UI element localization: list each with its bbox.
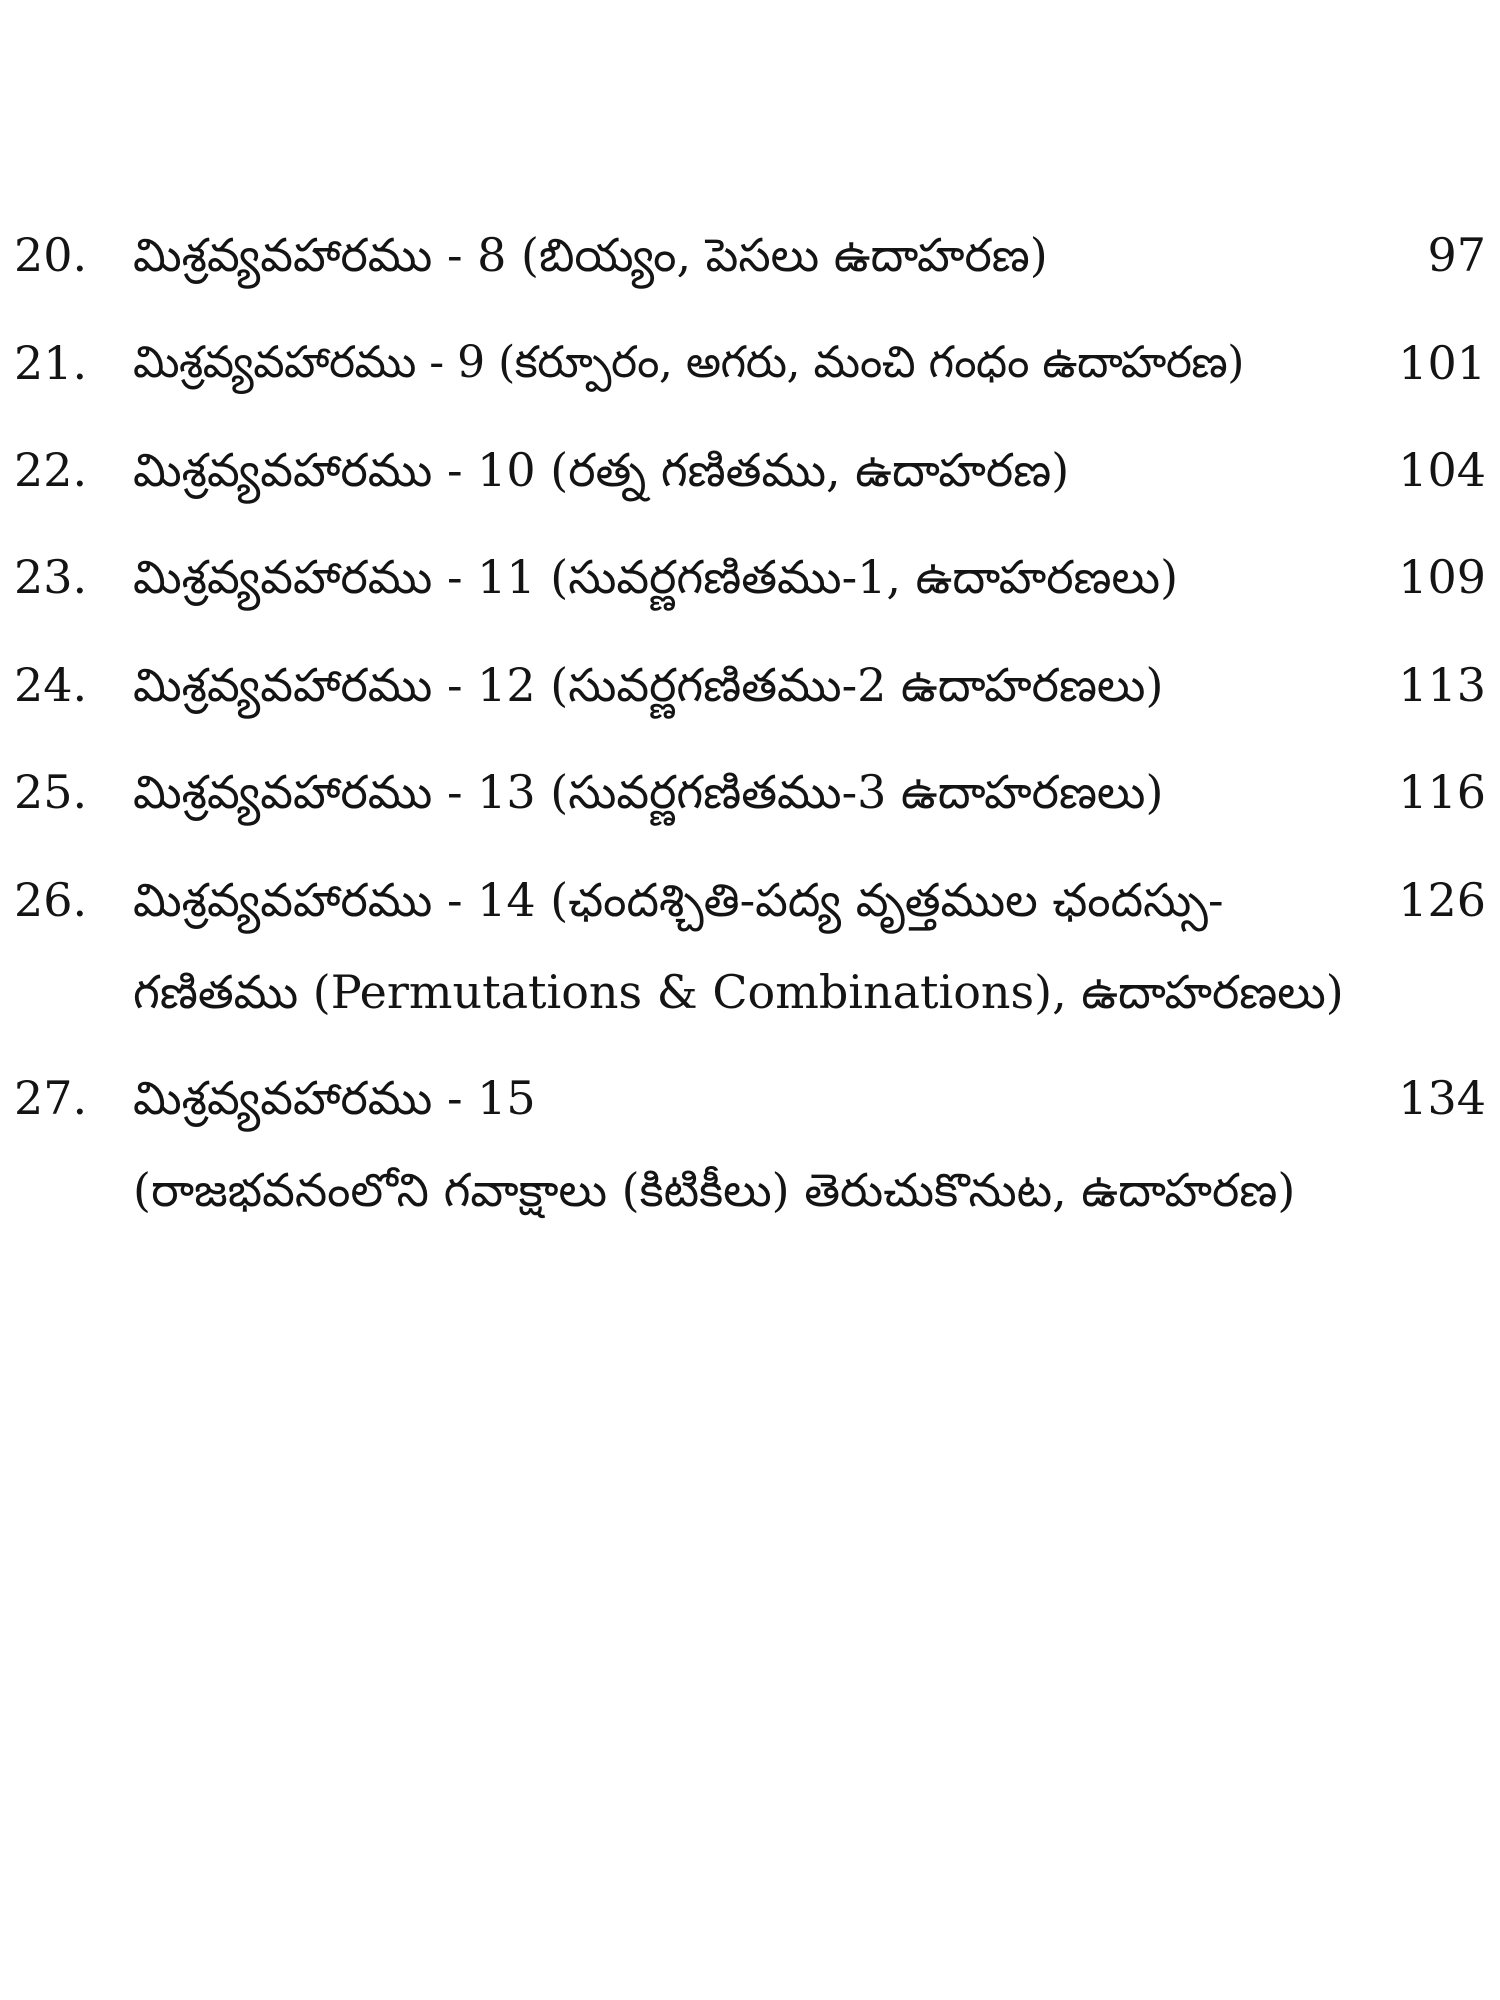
entry-page-number: 104 (1398, 443, 1486, 497)
entry-page-number: 134 (1398, 1071, 1486, 1125)
entry-title: మిశ్రవ్యవహారము - 11 (సువర్ణగణితము-1, ఉదాహరణలు) (133, 550, 1179, 604)
entry-number: 20. (14, 228, 88, 282)
toc-entry-25 (0, 747, 1500, 837)
toc-entry-22 (0, 425, 1500, 515)
entry-number: 23. (14, 550, 88, 604)
entry-page-number: 126 (1398, 873, 1486, 927)
toc-entry-21 (0, 318, 1500, 408)
entry-number: 24. (14, 658, 88, 712)
toc-entry-23 (0, 532, 1500, 622)
entry-title: మిశ్రవ్యవహారము - 8 (బియ్యం, పెసలు ఉదాహరణ) (133, 228, 1048, 282)
toc-entry-27 (0, 1053, 1500, 1238)
entry-page-number: 116 (1398, 765, 1486, 819)
toc-entry-20 (0, 210, 1500, 300)
toc-entry-26 (0, 855, 1500, 1040)
toc-entry-24 (0, 640, 1500, 730)
entry-page-number: 97 (1427, 228, 1486, 282)
entry-title: మిశ్రవ్యవహారము - 14 (ఛందశ్చితి-పద్య వృత్తముల ఛందస్సు- (133, 873, 1224, 927)
entry-page-number: 109 (1398, 550, 1486, 604)
entry-number: 27. (14, 1071, 88, 1125)
entry-title: మిశ్రవ్యవహారము - 13 (సువర్ణగణితము-3 ఉదాహరణలు) (133, 765, 1164, 819)
entry-title: మిశ్రవ్యవహారము - 12 (సువర్ణగణితము-2 ఉదాహరణలు) (133, 658, 1164, 712)
entry-page-number: 101 (1398, 336, 1486, 390)
entry-number: 26. (14, 873, 88, 927)
entry-title: మిశ్రవ్యవహారము - 15 (133, 1071, 536, 1125)
entry-title-continuation: (రాజభవనంలోని గవాక్షాలు (కిటికీలు) తెరుచుకొనుట, ఉదాహరణ) (133, 1163, 1296, 1217)
entry-title: మిశ్రవ్యవహారము - 10 (రత్న గణితము, ఉదాహరణ) (133, 443, 1070, 497)
entry-title: మిశ్రవ్యవహారము - 9 (కర్పూరం, అగరు, మంచి గంధం ఉదాహరణ) (133, 337, 1244, 388)
entry-number: 25. (14, 765, 88, 819)
entry-page-number: 113 (1398, 658, 1486, 712)
entry-title-continuation: గణితము (Permutations & Combinations), ఉదాహరణలు) (133, 965, 1344, 1019)
entry-number: 21. (14, 336, 88, 390)
entry-number: 22. (14, 443, 88, 497)
